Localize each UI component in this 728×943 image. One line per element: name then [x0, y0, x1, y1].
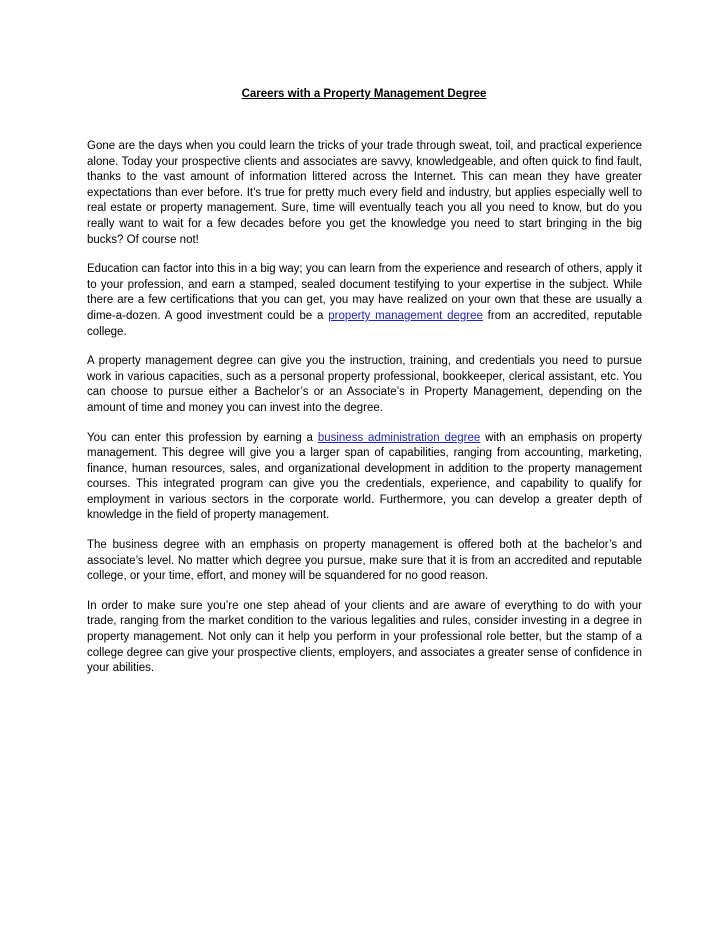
paragraph-text: from an accredited, reputable college. [87, 309, 642, 338]
business-administration-degree-link[interactable]: business administration degree [317, 431, 481, 444]
paragraph-intro: Gone are the days when you could learn the tricks of your trade through sweat, toil, and practical experience alone. Today your prospective clients and associates are savvy, knowledgeable, and often quick to find fault, thanks to the vast amount of information littered across the Internet. This can mean they have greater expectations than ever before. It’s true for pretty much every field and industry, but applies especially well to real estate or property management. Sure, time will eventually teach you all you need to know, but do you really want to wait for a few decades before you get the knowledge you need to start bringing in the big bucks? Of course not! [87, 140, 642, 246]
paragraph-degree-overview: A property management degree can give you the instruction, training, and credentials you need to pursue work in various capacities, such as a personal property professional, bookkeeper, clerical assistant, etc. You can choose to pursue either a Bachelor’s or an Associate’s in Property Management, depending on the amount of time and money you can invest into the degree. [87, 355, 642, 414]
paragraph-text: with an emphasis on property management. This degree will give you a larger span of capabilities, ranging from accounting, marketing, finance, human resources, sales, and organizational development in addition to the property management courses. This integrated program can give you the credentials, experience, and capability to qualify for employment in various sectors in the corporate world. Furthermore, you can develop a greater depth of knowledge in the field of property management. [87, 431, 642, 522]
paragraph-text: You can enter this profession by earning a [87, 431, 318, 444]
paragraph-degree-levels: The business degree with an emphasis on property management is offered both at the bachelor’s and associate’s level. No matter which degree you pursue, make sure that it is from an accredited and reputable college, or your time, effort, and money will be squandered for no good reason. [87, 539, 642, 583]
property-management-degree-link[interactable]: property management degree [328, 309, 483, 322]
paragraph-business-degree [87, 431, 642, 525]
paragraph-conclusion: In order to make sure you’re one step ahead of your clients and are aware of everything to do with your trade, ranging from the market condition to the various legalities and rules, consider investing in a degree in property management. Not only can it help you perform in your professional role better, but the stamp of a college degree can give your prospective clients, employers, and associates a greater sense of confidence in your abilities. [87, 599, 642, 675]
document-body [87, 139, 642, 691]
document-title: Careers with a Property Management Degree [241, 88, 487, 100]
paragraph-text: Education can factor into this in a big way; you can learn from the experience and research of others, apply it to your profession, and earn a stamped, sealed document testifying to your expertise in the subject. While there are a few certifications that you can get, you may have realized on your own that these are usually a dime-a-dozen. A good investment could be a [87, 263, 642, 322]
paragraph-education [87, 262, 642, 340]
